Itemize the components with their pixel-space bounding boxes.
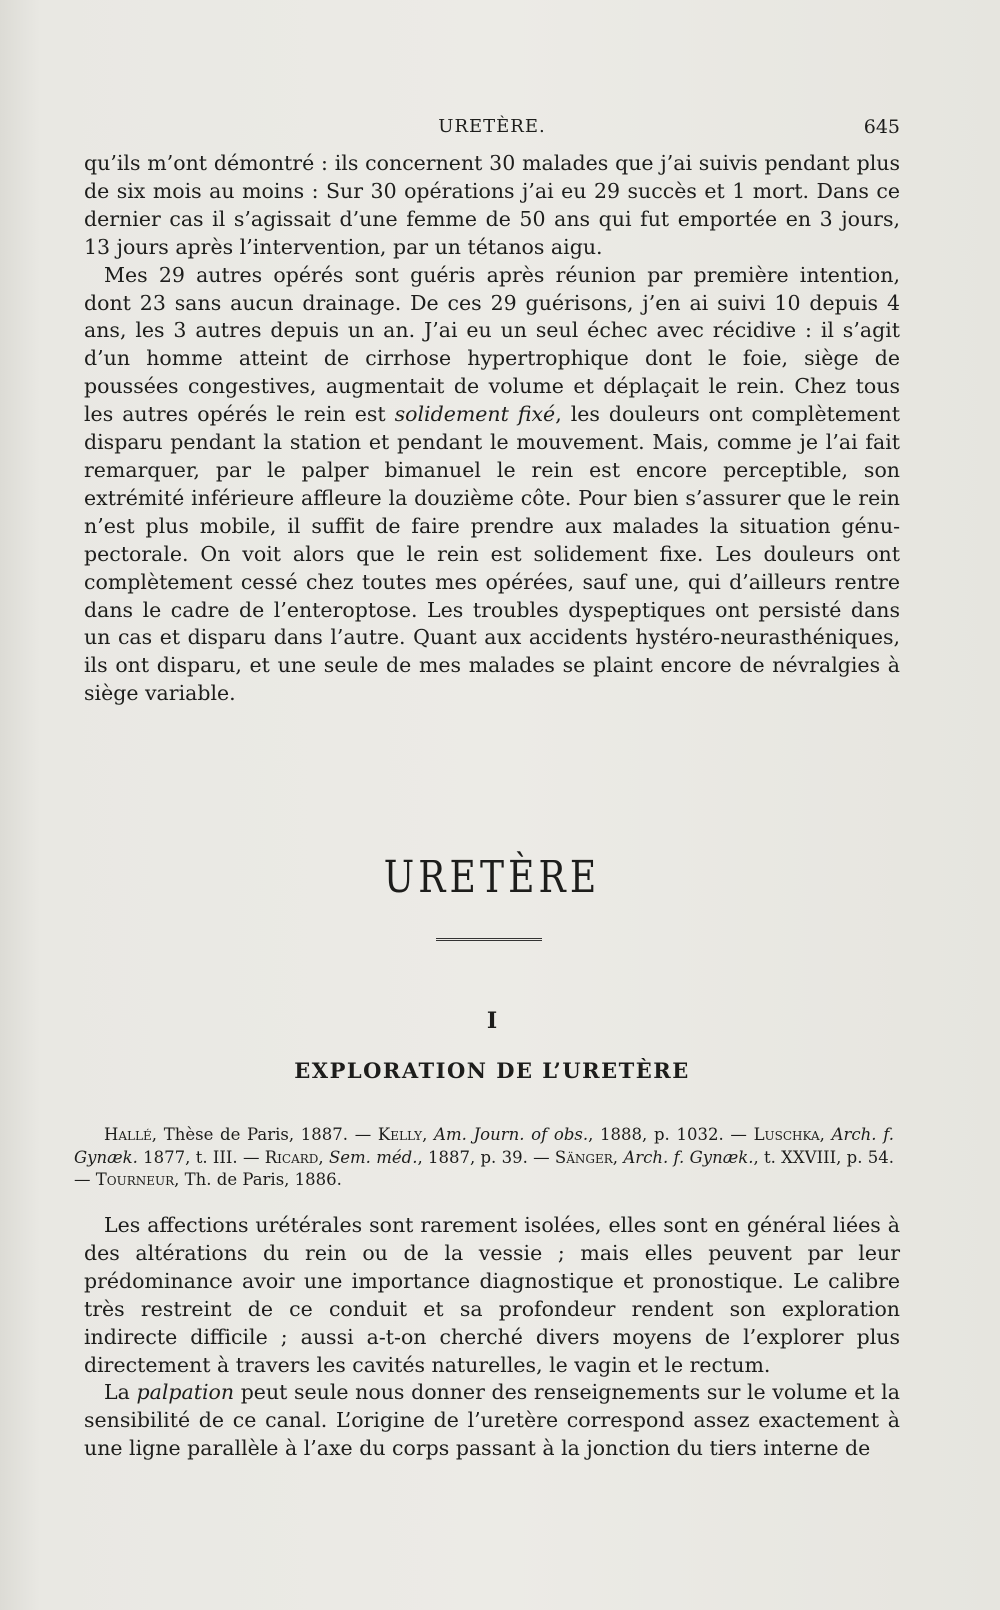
text-run: , 1888, p. 1032. — [588, 1125, 754, 1144]
text-run: , [318, 1147, 329, 1167]
author: Luschka [753, 1125, 820, 1144]
section-title: URETÈRE [383, 852, 601, 903]
title-rule [436, 938, 542, 941]
text-run: , les douleurs ont complètement disparu pendant la station et pendant le mouvement. Mais, comme je l’ai fait remarquer, par le palper bimanuel le rein est encore perceptible, son extrémité inférieure affleure la douzième côte. Pour bien s’assurer que le rein n’est plus mobile, il suffit de faire prendre aux malades la situation génu-pectorale. On voit alors que le rein est solidement fixe. Les douleurs ont complètement cessé chez toutes mes opérées, sauf une, qui d’ailleurs rentre dans le cadre de l’enteroptose. Les troubles dyspeptiques ont persisté dans un cas et disparu dans l’autre. Quant aux accidents hystéro-neurasthéniques, ils ont disparu, et une seule de mes malades se plaint encore de névralgies à siège variable. [84, 402, 900, 706]
text-run: , [819, 1125, 832, 1144]
text-run: , [612, 1147, 624, 1167]
chapter-number: I [486, 1008, 498, 1034]
text-run: , [422, 1125, 435, 1144]
author: Tourneur [95, 1170, 175, 1189]
journal: Arch. f. Gynæk. [623, 1147, 754, 1167]
text-run: , t. XXVIII, p. 54. — [74, 1147, 894, 1189]
journal: Sem. méd. [328, 1147, 418, 1167]
text-run: , Th. de Paris, 1886. [174, 1170, 342, 1189]
emphasis: solidement fixé [394, 402, 556, 427]
chapter-title: EXPLORATION DE L’URETÈRE [294, 1058, 690, 1083]
text-run: , Thèse de Paris, 1887. — [151, 1125, 378, 1144]
paragraph: Les affections urétérales sont rarement isolées, elles sont en général liées à des altérations du rein ou de la vessie ; mais elles peuvent par leur prédominance avoir une importance diagnostique et pronostique. Le calibre très restreint de ce conduit et sa profondeur rendent son exploration indirecte difficile ; aussi a-t-on cherché divers moyens de l’explorer plus directement à travers les cavités naturelles, le vagin et le rectum. [84, 1213, 900, 1377]
text-run: Mes 29 autres opérés sont guéris après réunion par première intention, dont 23 sans aucun drainage. De ces 29 guérisons, j’en ai suivi 10 depuis 4 ans, les 3 autres depuis un an. J’ai eu un seul échec avec récidive : il s’agit d’un homme atteint de cirrhose hypertrophique dont le foie, siège de poussées congestives, augmentait de volume et déplaçait le rein. Chez tous les autres opérés le rein est [84, 262, 900, 427]
journal: Am. Journ. of obs. [434, 1125, 589, 1144]
paragraph [84, 1379, 900, 1463]
running-title: URETÈRE. [438, 116, 546, 137]
paragraph: qu’ils m’ont démontré : ils concernent 30 malades que j’ai suivis pendant plus de six mois au moins : Sur 30 opérations j’ai eu 29 succès et 1 mort. Dans ce dernier cas il s’agissait d’une femme de 50 ans qui fut emportée en 3 jours, 13 jours après l’intervention, par un tétanos aigu. [84, 151, 900, 259]
bottom-text-block [84, 1212, 900, 1463]
text-run: La [104, 1380, 130, 1405]
running-head [84, 116, 900, 146]
text-run: peut seule nous donner des renseignements sur le volume et la sensibilité de ce canal. L’origine de l’uretère correspond assez exactement à une ligne parallèle à l’axe du corps passant à la jonction du tiers interne de [84, 1380, 900, 1461]
text-run: 1877, t. III. — [137, 1147, 265, 1167]
text-run: , 1887, p. 39. — [417, 1147, 555, 1167]
author: Kelly [377, 1125, 423, 1144]
emphasis: palpation [136, 1380, 235, 1405]
author: Ricard [264, 1147, 319, 1167]
top-text-block [84, 150, 900, 708]
page-number: 645 [863, 116, 900, 138]
bibliography-text [74, 1124, 894, 1192]
author: Sänger [554, 1147, 613, 1167]
bibliography [74, 1124, 894, 1192]
paragraph [84, 262, 900, 709]
author: Hallé [104, 1125, 152, 1144]
journal: Arch. f. Gynæk. [74, 1125, 894, 1167]
